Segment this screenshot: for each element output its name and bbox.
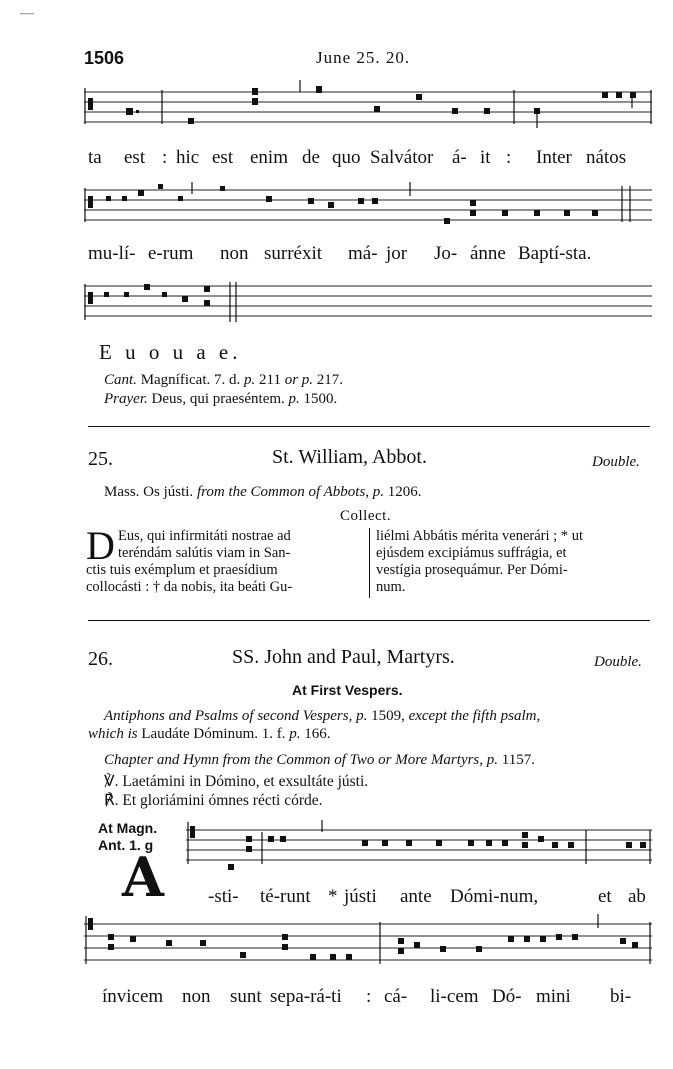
syllable: má- bbox=[348, 243, 378, 264]
syllable: mini bbox=[536, 986, 571, 1007]
syllable: et bbox=[598, 886, 612, 907]
syllable: ante bbox=[400, 886, 432, 907]
column-rule bbox=[369, 528, 370, 598]
running-head: June 25. 20. bbox=[316, 48, 411, 67]
syllable: est bbox=[212, 147, 234, 168]
magn-label-1: At Magn. bbox=[98, 820, 158, 836]
syllable: -sti- bbox=[208, 886, 239, 907]
antiphons-text: Antiphons and Psalms of second Vespers, p. bbox=[104, 708, 368, 724]
feast-rank: Double. bbox=[594, 654, 642, 670]
prayer-page: 1500. bbox=[303, 391, 338, 407]
syllable: ánne bbox=[470, 243, 506, 264]
corner-mark: — bbox=[20, 6, 34, 21]
chant-staff-5 bbox=[84, 912, 652, 974]
is-text: is bbox=[127, 726, 138, 742]
collect-line: liélmi Abbátis mérita venerári ; * ut bbox=[376, 528, 583, 544]
collect-line: Eus, qui infirmitáti nostrae ad bbox=[118, 528, 291, 544]
lyrics-line-1 bbox=[84, 147, 652, 171]
vespers-heading: At First Vespers. bbox=[292, 682, 403, 698]
syllable: * bbox=[328, 886, 338, 907]
syllable: e-rum bbox=[148, 243, 194, 264]
collect-line: teréndám salútis viam in San- bbox=[118, 545, 291, 561]
syllable: á- bbox=[452, 147, 467, 168]
cant-ref bbox=[104, 372, 343, 389]
syllable: it bbox=[480, 147, 491, 168]
laudate-p: p. bbox=[289, 726, 301, 742]
mass-ref bbox=[104, 484, 422, 501]
mass-from: from the Common of Abbots, p. bbox=[196, 484, 385, 500]
chapter-text: Chapter and Hymn from the Common of Two or More Martyrs, p. bbox=[104, 752, 499, 768]
syllable: nátos bbox=[586, 147, 627, 168]
syllable: : bbox=[506, 147, 512, 168]
versicle-symbol: ℣. bbox=[104, 773, 119, 790]
collect-line: ejúsdem excipiámus suffrágia, et bbox=[376, 545, 567, 561]
collect-heading: Collect. bbox=[340, 508, 392, 524]
response bbox=[104, 791, 323, 810]
syllable: quo bbox=[332, 147, 361, 168]
syllable: ab bbox=[628, 886, 646, 907]
syllable: hic bbox=[176, 147, 200, 168]
syllable: est bbox=[124, 147, 146, 168]
syllable: Jo- bbox=[434, 243, 458, 264]
chant-staff-1 bbox=[84, 78, 652, 130]
prayer-text: Deus, qui praeséntem. bbox=[151, 391, 285, 407]
syllable: ínvicem bbox=[102, 986, 164, 1007]
prayer-p: p. bbox=[288, 391, 300, 407]
syllable: Baptí-sta. bbox=[518, 243, 592, 264]
laudate-ref bbox=[88, 726, 331, 743]
antiphons-ref bbox=[104, 708, 540, 725]
euouae: E u o u a e. bbox=[99, 340, 242, 364]
collect-left-col-2 bbox=[86, 562, 362, 596]
feast-number: 26. bbox=[88, 648, 113, 670]
syllable: li-cem bbox=[430, 986, 479, 1007]
cant-page2: 217. bbox=[316, 372, 344, 388]
mass-page: 1206. bbox=[387, 484, 422, 500]
syllable: jor bbox=[386, 243, 408, 264]
cant-page: 211 bbox=[259, 372, 281, 388]
syllable: mu-lí- bbox=[88, 243, 136, 264]
syllable: non bbox=[220, 243, 249, 264]
syllable: Dómi-num, bbox=[450, 886, 539, 907]
drop-cap: D bbox=[86, 523, 115, 568]
chapter-page: 1157. bbox=[501, 752, 535, 768]
divider bbox=[88, 620, 650, 621]
syllable: ta bbox=[88, 147, 102, 168]
collect-left-col bbox=[118, 528, 362, 562]
laudate-text: Laudáte Dóminum. bbox=[141, 726, 258, 742]
prayer-label: Prayer. bbox=[104, 391, 148, 407]
response-symbol: ℟. bbox=[104, 792, 119, 809]
antiphons-page: 1509, bbox=[371, 708, 405, 724]
lyrics-line-4 bbox=[84, 986, 652, 1010]
chapter-ref bbox=[104, 752, 535, 769]
syllable: sepa-rá-ti bbox=[270, 986, 342, 1007]
chant-staff-3 bbox=[84, 278, 652, 328]
chant-staff-2 bbox=[84, 180, 652, 232]
collect-line: vestígia prosequámur. Per Dómi- bbox=[376, 562, 568, 578]
collect-line: num. bbox=[376, 579, 406, 595]
collect-line: collocásti : † da nobis, ita beáti Gu- bbox=[86, 579, 293, 595]
cant-or: or bbox=[284, 372, 299, 388]
collect-line: ctis tuis exémplum et praesídium bbox=[86, 562, 278, 578]
lyrics-line-2 bbox=[84, 243, 652, 267]
feast-title: SS. John and Paul, Martyrs. bbox=[232, 646, 455, 668]
syllable: Dó- bbox=[492, 986, 522, 1007]
response-text: Et gloriámini ómnes récti córde. bbox=[122, 792, 323, 809]
feast-rank: Double. bbox=[592, 454, 640, 470]
cant-p2: p. bbox=[301, 372, 314, 388]
feast-title: St. William, Abbot. bbox=[272, 446, 427, 468]
except-text: except the fifth psalm, bbox=[408, 708, 541, 724]
syllable: jústi bbox=[344, 886, 377, 907]
magn-label-2: Ant. 1. g bbox=[98, 837, 154, 853]
syllable: té-runt bbox=[260, 886, 311, 907]
mass-label: Mass. bbox=[104, 484, 140, 500]
laudate-ref-num: 1. f. bbox=[261, 726, 286, 742]
syllable: cá- bbox=[384, 986, 408, 1007]
divider bbox=[88, 426, 650, 427]
syllable: non bbox=[182, 986, 211, 1007]
cant-label: Cant. bbox=[104, 372, 137, 388]
prayer-ref bbox=[104, 391, 337, 408]
laudate-page: 166. bbox=[304, 726, 331, 742]
feast-number: 25. bbox=[88, 448, 113, 470]
page-number: 1506 bbox=[84, 48, 125, 68]
syllable: Salvátor bbox=[370, 147, 434, 168]
syllable: : bbox=[162, 147, 168, 168]
syllable: bi- bbox=[610, 986, 632, 1007]
syllable: sunt bbox=[230, 986, 262, 1007]
chant-staff-4 bbox=[186, 818, 652, 874]
syllable: : bbox=[366, 986, 372, 1007]
mass-text: Os jústi. bbox=[143, 484, 194, 500]
cant-p: p. bbox=[244, 372, 256, 388]
syllable: enim bbox=[250, 147, 288, 168]
syllable: surréxit bbox=[264, 243, 323, 264]
syllable: de bbox=[302, 147, 320, 168]
which-text: which bbox=[88, 726, 124, 742]
collect-right-col bbox=[376, 528, 652, 596]
lyrics-line-3 bbox=[84, 886, 652, 910]
big-initial: A bbox=[122, 845, 164, 909]
versicle-text: Laetámini in Dómino, et exsultáte jústi. bbox=[122, 773, 369, 790]
syllable: Inter bbox=[536, 147, 572, 168]
versicle bbox=[104, 772, 368, 791]
cant-text: Magníficat. 7. d. bbox=[140, 372, 241, 388]
